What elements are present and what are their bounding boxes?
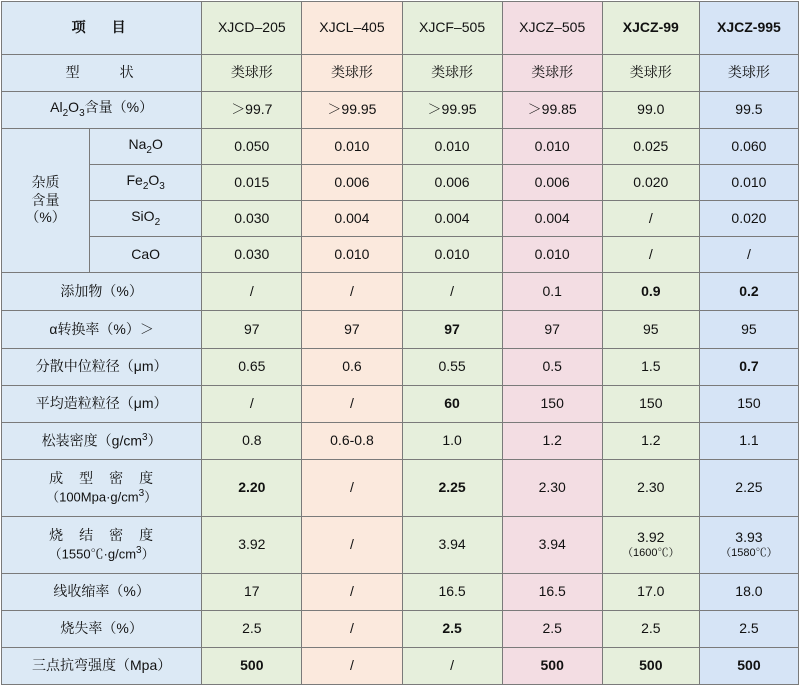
cell-dispersed-xjcz505: 0.5 — [502, 349, 602, 386]
cell-dispersed-xjcz995: 0.7 — [699, 349, 798, 386]
row-label-fe2o3 — [90, 165, 202, 201]
cell-al2o3-xjcd205: ＞99.7 — [202, 92, 302, 129]
sintered-note-xjcz995: （1580℃） — [720, 547, 778, 560]
cell-sintered-xjcf505: 3.94 — [402, 517, 502, 574]
cell-forming-xjcl405: / — [302, 460, 402, 517]
sintered-value-xjcz99: 3.92 — [637, 528, 665, 545]
cell-bulk-xjcz995: 1.1 — [699, 423, 798, 460]
row-label-sio2 — [90, 201, 202, 237]
cell-forming-xjcz995: 2.25 — [699, 460, 798, 517]
cell-al2o3-xjcz505: ＞99.85 — [502, 92, 602, 129]
row-additive — [2, 273, 799, 311]
cell-shape-xjcl405: 类球形 — [302, 55, 402, 92]
row-label-alpha: α转换率（%）＞ — [2, 311, 202, 349]
row-linear-shrinkage — [2, 574, 799, 611]
cell-na2o-xjcd205: 0.050 — [202, 129, 302, 165]
row-impurity-sio2 — [2, 201, 799, 237]
cell-flexural-xjcz505: 500 — [502, 648, 602, 685]
row-impurity-cao — [2, 237, 799, 273]
cell-cao-xjcz505: 0.010 — [502, 237, 602, 273]
cell-alpha-xjcd205: 97 — [202, 311, 302, 349]
row-dispersed-median — [2, 349, 799, 386]
cell-additive-xjcd205: / — [202, 273, 302, 311]
cell-flexural-xjcl405: / — [302, 648, 402, 685]
forming-density-sup: 3 — [138, 487, 145, 499]
cell-al2o3-xjcf505: ＞99.95 — [402, 92, 502, 129]
sintered-density-suffix: ） — [141, 546, 155, 562]
row-label-shape: 型 状 — [2, 55, 202, 92]
cell-shape-xjcf505: 类球形 — [402, 55, 502, 92]
cell-alpha-xjcl405: 97 — [302, 311, 402, 349]
row-label-na2o — [90, 129, 202, 165]
cell-shape-xjcz995: 类球形 — [699, 55, 798, 92]
cell-sintered-xjcl405: / — [302, 517, 402, 574]
bulk-density-suffix: ） — [147, 432, 162, 449]
header-xjcf505: XJCF–505 — [402, 2, 502, 55]
cell-dispersed-xjcd205: 0.65 — [202, 349, 302, 386]
cell-shrinkage-xjcz505: 16.5 — [502, 574, 602, 611]
header-xjcd205: XJCD–205 — [202, 2, 302, 55]
row-label-impurity-group — [2, 129, 90, 273]
cell-additive-xjcz99: 0.9 — [602, 273, 699, 311]
cell-dispersed-xjcf505: 0.55 — [402, 349, 502, 386]
impurity-label-line1: 杂质 — [31, 174, 60, 191]
spec-sheet — [0, 1, 800, 674]
cell-additive-xjcf505: / — [402, 273, 502, 311]
cell-forming-xjcf505: 2.25 — [402, 460, 502, 517]
row-impurity-fe2o3 — [2, 165, 799, 201]
cell-fe2o3-xjcz995: 0.010 — [699, 165, 798, 201]
cell-bulk-xjcl405: 0.6-0.8 — [302, 423, 402, 460]
row-forming-density — [2, 460, 799, 517]
row-label-bulk-density — [2, 423, 202, 460]
header-xjcl405: XJCL–405 — [302, 2, 402, 55]
row-al2o3 — [2, 92, 799, 129]
row-label-cao: CaO — [90, 237, 202, 273]
cell-cao-xjcz995: / — [699, 237, 798, 273]
cell-bulk-xjcz99: 1.2 — [602, 423, 699, 460]
sintered-note-xjcz99: （1600℃） — [622, 547, 680, 560]
cell-additive-xjcz505: 0.1 — [502, 273, 602, 311]
bulk-density-sup: 3 — [142, 431, 148, 443]
al2o3-label-prefix: Al — [50, 99, 63, 116]
cell-shrinkage-xjcd205: 17 — [202, 574, 302, 611]
fe2o3-main: Fe — [126, 171, 143, 188]
cell-forming-xjcz99: 2.30 — [602, 460, 699, 517]
al2o3-sub-3: 3 — [79, 108, 85, 120]
cell-granule-xjcz99: 150 — [602, 386, 699, 423]
specification-table — [1, 1, 799, 685]
header-xjcz995: XJCZ-995 — [699, 2, 798, 55]
cell-forming-xjcz505: 2.30 — [502, 460, 602, 517]
table-header-row — [2, 2, 799, 55]
cell-flexural-xjcz99: 500 — [602, 648, 699, 685]
header-item: 项 目 — [2, 2, 202, 55]
cell-al2o3-xjcz99: 99.0 — [602, 92, 699, 129]
al2o3-label-mid: O — [68, 99, 80, 116]
cell-na2o-xjcz995: 0.060 — [699, 129, 798, 165]
cell-al2o3-xjcl405: ＞99.95 — [302, 92, 402, 129]
cell-fe2o3-xjcz99: 0.020 — [602, 165, 699, 201]
row-bulk-density — [2, 423, 799, 460]
cell-alpha-xjcz995: 95 — [699, 311, 798, 349]
row-label-linear-shrinkage: 线收缩率（%） — [2, 574, 202, 611]
cell-flexural-xjcz995: 500 — [699, 648, 798, 685]
cell-shrinkage-xjcz995: 18.0 — [699, 574, 798, 611]
cell-na2o-xjcl405: 0.010 — [302, 129, 402, 165]
cell-shrinkage-xjcf505: 16.5 — [402, 574, 502, 611]
cell-alpha-xjcz99: 95 — [602, 311, 699, 349]
cell-burnloss-xjcf505: 2.5 — [402, 611, 502, 648]
cell-granule-xjcz505: 150 — [502, 386, 602, 423]
row-label-average-granule: 平均造粒粒径（μm） — [2, 386, 202, 423]
cell-na2o-xjcz99: 0.025 — [602, 129, 699, 165]
forming-density-line2 — [4, 488, 199, 506]
sintered-density-line2 — [4, 545, 199, 563]
header-xjcz505: XJCZ–505 — [502, 2, 602, 55]
cell-alpha-xjcz505: 97 — [502, 311, 602, 349]
cell-sio2-xjcz99: / — [602, 201, 699, 237]
na2o-main: Na — [128, 135, 147, 152]
cell-sio2-xjcz505: 0.004 — [502, 201, 602, 237]
na2o-sub: 2 — [146, 144, 152, 156]
row-label-forming-density — [2, 460, 202, 517]
cell-alpha-xjcf505: 97 — [402, 311, 502, 349]
cell-bulk-xjcd205: 0.8 — [202, 423, 302, 460]
al2o3-label-suffix: 含量（%） — [84, 99, 154, 116]
row-label-dispersed-median: 分散中位粒径（μm） — [2, 349, 202, 386]
cell-sintered-xjcz995 — [699, 517, 798, 574]
sintered-value-xjcz995: 3.93 — [735, 528, 763, 545]
cell-shape-xjcz505: 类球形 — [502, 55, 602, 92]
sintered-density-prefix: （1550℃·g/cm — [48, 546, 137, 562]
row-burn-loss — [2, 611, 799, 648]
cell-sio2-xjcf505: 0.004 — [402, 201, 502, 237]
cell-forming-xjcd205: 2.20 — [202, 460, 302, 517]
cell-dispersed-xjcz99: 1.5 — [602, 349, 699, 386]
row-label-sintered-density — [2, 517, 202, 574]
cell-shrinkage-xjcz99: 17.0 — [602, 574, 699, 611]
cell-burnloss-xjcz995: 2.5 — [699, 611, 798, 648]
cell-flexural-xjcf505: / — [402, 648, 502, 685]
cell-burnloss-xjcz505: 2.5 — [502, 611, 602, 648]
sintered-density-sup: 3 — [136, 544, 142, 556]
row-alpha-conversion — [2, 311, 799, 349]
cell-sio2-xjcz995: 0.020 — [699, 201, 798, 237]
row-label-burn-loss: 烧失率（%） — [2, 611, 202, 648]
cell-sintered-xjcz99 — [602, 517, 699, 574]
row-sintered-density — [2, 517, 799, 574]
cell-granule-xjcz995: 150 — [699, 386, 798, 423]
fe2o3-tail: O — [148, 171, 160, 188]
row-shape — [2, 55, 799, 92]
forming-density-suffix: ） — [144, 489, 158, 505]
sio2-sub: 2 — [154, 216, 161, 228]
na2o-tail: O — [151, 135, 163, 152]
row-label-additive: 添加物（%） — [2, 273, 202, 311]
fe2o3-sub: 2 — [142, 180, 149, 192]
row-label-flexural-strength: 三点抗弯强度（Mpa） — [2, 648, 202, 685]
cell-fe2o3-xjcf505: 0.006 — [402, 165, 502, 201]
cell-al2o3-xjcz995: 99.5 — [699, 92, 798, 129]
row-average-granule — [2, 386, 799, 423]
cell-sio2-xjcd205: 0.030 — [202, 201, 302, 237]
cell-na2o-xjcz505: 0.010 — [502, 129, 602, 165]
cell-shape-xjcz99: 类球形 — [602, 55, 699, 92]
forming-density-line1: 成 型 密 度 — [49, 470, 155, 487]
cell-fe2o3-xjcl405: 0.006 — [302, 165, 402, 201]
cell-granule-xjcf505: 60 — [402, 386, 502, 423]
cell-granule-xjcl405: / — [302, 386, 402, 423]
cell-cao-xjcd205: 0.030 — [202, 237, 302, 273]
cell-granule-xjcd205: / — [202, 386, 302, 423]
bulk-density-prefix: 松装密度（g/cm — [41, 432, 143, 449]
cell-additive-xjcl405: / — [302, 273, 402, 311]
sintered-density-line1: 烧 结 密 度 — [49, 527, 155, 544]
cell-additive-xjcz995: 0.2 — [699, 273, 798, 311]
cell-shape-xjcd205: 类球形 — [202, 55, 302, 92]
cell-cao-xjcz99: / — [602, 237, 699, 273]
al2o3-sub-2: 2 — [62, 108, 69, 120]
cell-bulk-xjcf505: 1.0 — [402, 423, 502, 460]
cell-burnloss-xjcd205: 2.5 — [202, 611, 302, 648]
cell-burnloss-xjcl405: / — [302, 611, 402, 648]
cell-cao-xjcf505: 0.010 — [402, 237, 502, 273]
cell-sio2-xjcl405: 0.004 — [302, 201, 402, 237]
impurity-label-line3: （%） — [25, 209, 66, 226]
row-flexural-strength — [2, 648, 799, 685]
row-label-al2o3 — [2, 92, 202, 129]
cell-sintered-xjcd205: 3.92 — [202, 517, 302, 574]
cell-flexural-xjcd205: 500 — [202, 648, 302, 685]
impurity-label-line2: 含量 — [31, 191, 60, 208]
cell-sintered-xjcz505: 3.94 — [502, 517, 602, 574]
header-xjcz99: XJCZ-99 — [602, 2, 699, 55]
cell-shrinkage-xjcl405: / — [302, 574, 402, 611]
sio2-main: SiO — [131, 207, 155, 224]
cell-burnloss-xjcz99: 2.5 — [602, 611, 699, 648]
cell-fe2o3-xjcd205: 0.015 — [202, 165, 302, 201]
cell-dispersed-xjcl405: 0.6 — [302, 349, 402, 386]
row-impurity-na2o — [2, 129, 799, 165]
cell-na2o-xjcf505: 0.010 — [402, 129, 502, 165]
cell-bulk-xjcz505: 1.2 — [502, 423, 602, 460]
fe2o3-sub2: 3 — [159, 180, 165, 192]
forming-density-prefix: （100Mpa·g/cm — [46, 489, 139, 505]
cell-fe2o3-xjcz505: 0.006 — [502, 165, 602, 201]
cell-cao-xjcl405: 0.010 — [302, 237, 402, 273]
